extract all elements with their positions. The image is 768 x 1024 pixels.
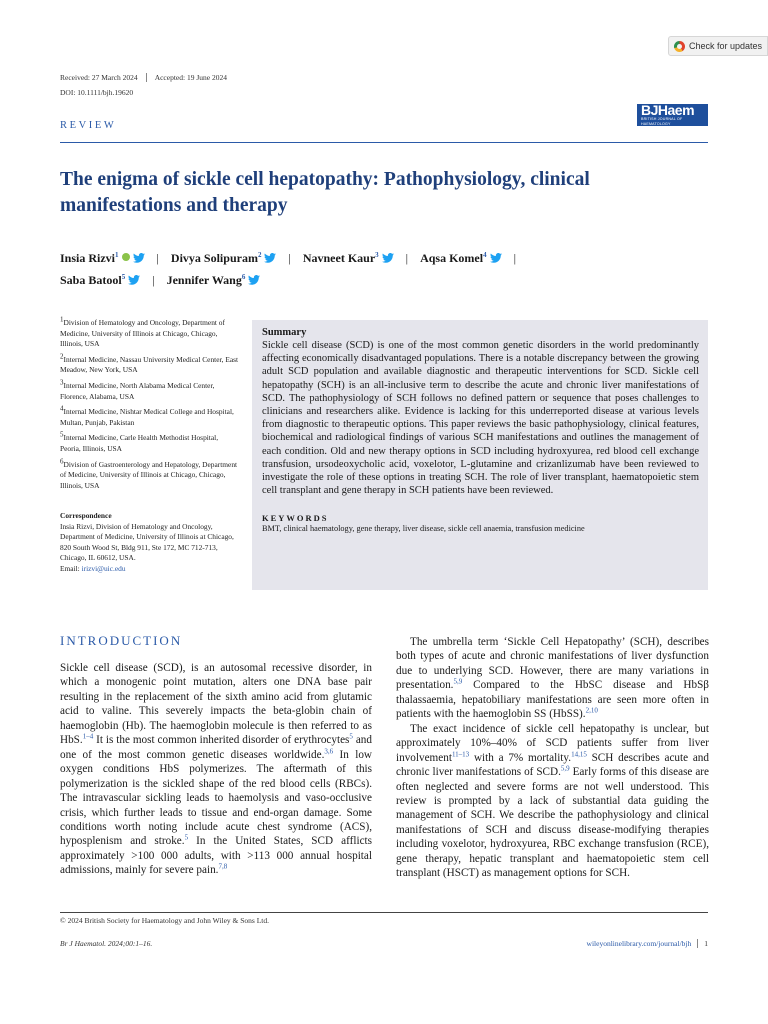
check-for-updates-button[interactable] — [668, 36, 768, 56]
section-label: REVIEW — [60, 120, 117, 131]
affiliation — [60, 378, 240, 402]
author[interactable] — [303, 251, 394, 265]
author-list — [60, 247, 710, 291]
correspondence — [60, 511, 240, 575]
summary-heading: Summary — [262, 327, 307, 338]
citation-ref[interactable]: 5 — [349, 732, 353, 741]
received-date: Received: 27 March 2024 — [60, 73, 138, 82]
affiliation-number: 4 — [60, 404, 64, 413]
check-for-updates-label: Check for updates — [689, 41, 763, 51]
email-link[interactable]: irizvi@uic.edu — [81, 563, 126, 573]
correspondence-text: Insia Rizvi, Division of Hematology and Oncology, Department of Medicine, University of Illinois at Chicago, 820 South Wood St, Bldg 911, Ste 172, MC 712-713, Chicago, IL 60612, USA. — [60, 521, 234, 563]
author-name: Navneet Kaur — [302, 251, 376, 265]
correspondence-heading: Correspondence — [60, 511, 112, 520]
intro-column-2 — [396, 635, 709, 881]
affiliation — [60, 404, 240, 428]
intro-paragraph: The exact incidence of sickle cell hepatopathy is unclear, but approximately 10%–40% of SCD patients suffer from liver involvement$^{11-13}$ with a 7% mortality.$^{14,15}$ SCH describes acute and chronic liver manifestations of SCD.$^{5,9}$ Early forms of this disease are often neglected and severe forms are not well understood. This review is prompted by a lack of substantial data guiding the management of SCH. We describe the pathophysiology and clinical manifestations of SCH and discuss disease-modifying therapies including voxelotor, hydroxyurea, RBC exchange transfusion (RCE), gene therapy, hepatic transplant and haematopoietic stem cell transplant (HSCT) as management options for SCH. — [396, 722, 709, 880]
affiliation-text: Internal Medicine, Nassau University Medical Center, East Meadow, New York, USA — [60, 354, 239, 375]
intro-column-1: Sickle cell disease (SCD), is an autosomal recessive disorder, in which a monogenic point mutation, alters one DNA base pair resulting in the replacement of the sixth amino acid from glutamic acid to valine. This severely impacts the beta-globin chain of haemoglobin (Hb). The haemoglobin molecule is then referred to as HbS.$^{1-4}$ It is the most common inherited disorder of erythrocytes$^5$ and one of the most common genetic diseases worldwide.$^{3,6}$ In low oxygen conditions HbS polymerizes. The aftermath of this polymerization is the sickled shape of the red blood cells (RBCs). The intravascular sickling leads to haemolysis and vaso-occlusive crisis, which further leads to tissue and end-organ damage. Some conditions worth noting include acute chest syndrome (ACS), hyposplenism and stroke.$^5$ In the United States, SCD afflicts approximately >100 000 adults, with >113 000 annual hospital admissions, mainly for severe pain.$^{7,8}$ — [60, 662, 372, 877]
author[interactable] — [171, 251, 277, 265]
author-separator: | — [152, 273, 155, 287]
author-name: Aqsa Komel — [420, 251, 484, 265]
affiliation — [60, 315, 240, 350]
summary-text: Sickle cell disease (SCD) is one of the most common genetic disorders in the world predominantly affecting economically disadvantaged populations. There is a notable discrepancy between the growing adult SCD population and available diagnostic and therapeutic interventions for SCD. Sickle cell hepatopathy (SCH) is an all-inclusive term to describe the acute and chronic liver manifestations of SCD. The pathophysiology of SCH follows no defined pattern or sequence that poses challenges to clinicians and researchers alike. Evidence is lacking for this underreported disease at various levels from diagnostic to therapeutic options. This paper reviews the basic pathophysiology, clinical features, biochemical and radiological findings of various SCH manifestations and outlines the management of each condition. Old and new therapy options in SCD including hydroxyurea, red blood cell exchange transfusion, ursodeoxycholic acid, voxelotor, L-glutamine and crizanlizumab have been reviewed to investigate the role of these options in treating SCH. The role of liver transplant, haematopoietic stem cell transplant and gene therapy in SCH patients have been reviewed. — [262, 340, 699, 497]
citation-ref[interactable]: 5,9 — [453, 677, 463, 686]
affiliation-text: Internal Medicine, Nishtar Medical College and Hospital, Multan, Punjab, Pakistan — [60, 407, 234, 427]
author-separator: | — [405, 251, 409, 265]
twitter-icon[interactable] — [490, 253, 502, 263]
twitter-icon[interactable] — [128, 275, 140, 285]
affiliation — [60, 430, 240, 454]
author-name: Divya Solipuram — [170, 251, 258, 265]
twitter-icon[interactable] — [248, 275, 260, 285]
affiliation-text: Division of Gastroenterology and Hepatology, Department of Medicine, University of Illinois at Chicago, Chicago, Illinois, USA — [60, 459, 238, 490]
journal-url-link[interactable]: wileyonlinelibrary.com/journal/bjh — [586, 939, 692, 948]
doi[interactable]: DOI: 10.1111/bjh.19620 — [60, 88, 134, 97]
intro-paragraph: The umbrella term ‘Sickle Cell Hepatopathy’ (SCH), describes both types of acute and chronic manifestations of liver dysfunction due to underlying SCD. However, there are many variations in presentation.$^{5,9}$ Compared to the HbSC disease and HbSβ thalassaemia, hepatobiliary manifestations are seen more often in patients with the haemoglobin SS (HbSS).$^{2,10}$ — [396, 636, 709, 721]
header-rule — [60, 142, 708, 143]
summary-box — [252, 320, 708, 590]
author-affiliation-ref: 2 — [257, 251, 262, 259]
citation-ref[interactable]: 2,10 — [585, 706, 598, 715]
section-heading: INTRODUCTION — [60, 633, 183, 648]
affiliation — [60, 457, 240, 492]
affiliation-number: 5 — [60, 430, 64, 439]
author-separator: | — [156, 251, 159, 265]
affiliation — [60, 352, 240, 376]
journal-citation: Br J Haematol. 2024;00:1–16. — [60, 939, 153, 948]
affiliation-text: Internal Medicine, Carle Health Methodist Hospital, Peoria, Illinois, USA — [60, 433, 219, 453]
keywords-text: BMT, clinical haematology, gene therapy, liver disease, sickle cell anaemia, transfusion medicine — [262, 524, 585, 534]
article-dates — [60, 73, 227, 82]
journal-logo — [637, 101, 708, 126]
author-name: Saba Batool — [60, 273, 122, 287]
author-affiliation-ref: 6 — [241, 273, 246, 281]
logo-subtext: BRITISH JOURNAL OF HAEMATOLOGY — [641, 116, 683, 126]
citation-ref[interactable]: 5,9 — [560, 764, 570, 773]
citation-ref[interactable]: 5 — [184, 833, 189, 842]
citation-ref[interactable]: 11–13 — [451, 749, 470, 758]
author[interactable] — [420, 251, 502, 265]
author[interactable] — [60, 251, 145, 265]
citation-ref[interactable]: 7,8 — [218, 862, 228, 871]
author[interactable] — [60, 273, 140, 287]
correspondence-address — [60, 522, 240, 575]
email-label: Email: — [60, 563, 82, 573]
citation-ref[interactable]: 3,6 — [324, 746, 334, 755]
twitter-icon[interactable] — [382, 253, 394, 263]
author-separator: | — [513, 251, 516, 265]
author-name: Insia Rizvi — [60, 251, 116, 265]
divider — [697, 939, 698, 948]
crossmark-icon — [674, 41, 685, 52]
affiliation-number: 1 — [60, 315, 64, 324]
twitter-icon[interactable] — [264, 253, 276, 263]
divider — [146, 73, 147, 82]
twitter-icon[interactable] — [133, 253, 145, 263]
affiliation-text: Internal Medicine, North Alabama Medical Center, Florence, Alabama, USA — [60, 380, 215, 401]
affiliation-number: 6 — [60, 457, 64, 466]
orcid-icon[interactable] — [122, 253, 130, 261]
footer-rule — [60, 912, 708, 913]
author-separator: | — [288, 251, 291, 265]
author-affiliation-ref: 1 — [115, 251, 119, 259]
author-affiliation-ref: 3 — [375, 251, 379, 259]
page-number: 1 — [704, 939, 708, 948]
logo-text: BJHaem — [641, 101, 695, 118]
author[interactable] — [167, 273, 261, 287]
citation-ref[interactable]: 14,15 — [571, 749, 587, 758]
affiliation-number: 2 — [60, 352, 64, 361]
article-title: The enigma of sickle cell hepatopathy: Pathophysiology, clinical manifestations and therapy — [60, 169, 590, 216]
author-name: Jennifer Wang — [166, 273, 242, 287]
citation-ref[interactable]: 1–4 — [82, 732, 94, 741]
author-affiliation-ref: 5 — [121, 273, 126, 281]
copyright: © 2024 British Society for Haematology and John Wiley & Sons Ltd. — [60, 916, 269, 925]
author-affiliation-ref: 4 — [483, 251, 487, 259]
affiliations — [60, 315, 240, 496]
affiliation-text: Division of Hematology and Oncology, Department of Medicine, University of Illinois at Chicago, Chicago, Illinois, USA — [60, 318, 225, 349]
footer-right — [587, 939, 708, 948]
keywords-heading: KEYWORDS — [262, 513, 329, 524]
accepted-date: Accepted: 19 June 2024 — [154, 73, 227, 82]
affiliation-number: 3 — [60, 378, 64, 387]
